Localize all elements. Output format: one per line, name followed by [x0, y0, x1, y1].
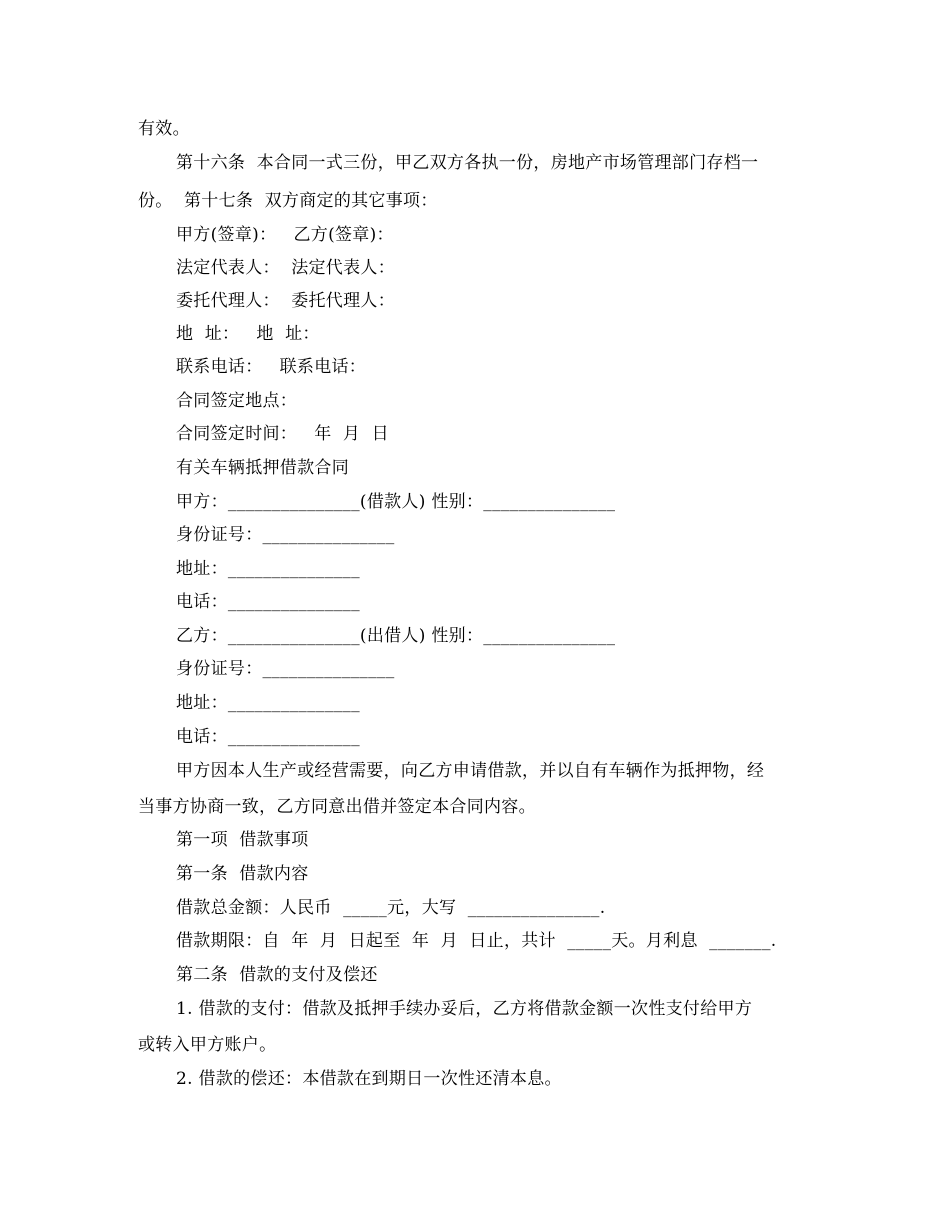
text-line: 第二条 借款的支付及偿还: [176, 965, 378, 985]
text-line: 地址：_______________: [176, 559, 360, 579]
text-line: 电话：_______________: [176, 592, 360, 612]
text-line: 地 址： 地 址：: [176, 324, 320, 344]
text-line: 当事方协商一致，乙方同意出借并签定本合同内容。: [138, 797, 536, 817]
text-line: 甲方因本人生产或经营需要，向乙方申请借款，并以自有车辆作为抵押物，经: [176, 761, 765, 781]
text-line: 借款期限：自 年 月 日起至 年 月 日止，共计 _____天。月利息 _______.: [176, 931, 777, 951]
text-line: 联系电话： 联系电话：: [176, 357, 367, 377]
text-line: 借款总金额：人民币 _____元，大写 _______________.: [176, 898, 606, 918]
text-line: 合同签定地点：: [176, 391, 298, 411]
text-line: 身份证号：_______________: [176, 659, 395, 679]
text-line: 身份证号：_______________: [176, 525, 395, 545]
text-line: 第十六条 本合同一式三份，甲乙双方各执一份，房地产市场管理部门存档一: [176, 153, 759, 173]
text-line: 第一项 借款事项: [176, 830, 309, 850]
text-line: 有关车辆抵押借款合同: [176, 458, 349, 478]
text-line: 第一条 借款内容: [176, 864, 309, 884]
text-line: 份。 第十七条 双方商定的其它事项：: [138, 191, 438, 211]
text-line: 合同签定时间： 年 月 日: [176, 424, 389, 444]
text-line: 甲方(签章)： 乙方(签章)：: [176, 225, 394, 245]
text-line: 乙方：_______________(出借人) 性别：_______________: [176, 626, 616, 646]
text-line: 或转入甲方账户。: [138, 1035, 277, 1055]
text-line: 委托代理人： 委托代理人：: [176, 291, 396, 311]
text-line: 法定代表人： 法定代表人：: [176, 258, 396, 278]
text-line: 电话：_______________: [176, 727, 360, 747]
text-line: 有效。: [138, 119, 190, 139]
text-line: 甲方：_______________(借款人) 性别：_______________: [176, 492, 616, 512]
text-line: 1. 借款的支付：借款及抵押手续办妥后，乙方将借款金额一次性支付给甲方: [176, 999, 753, 1019]
text-line: 地址：_______________: [176, 693, 360, 713]
text-line: 2. 借款的偿还：本借款在到期日一次性还清本息。: [176, 1069, 562, 1089]
